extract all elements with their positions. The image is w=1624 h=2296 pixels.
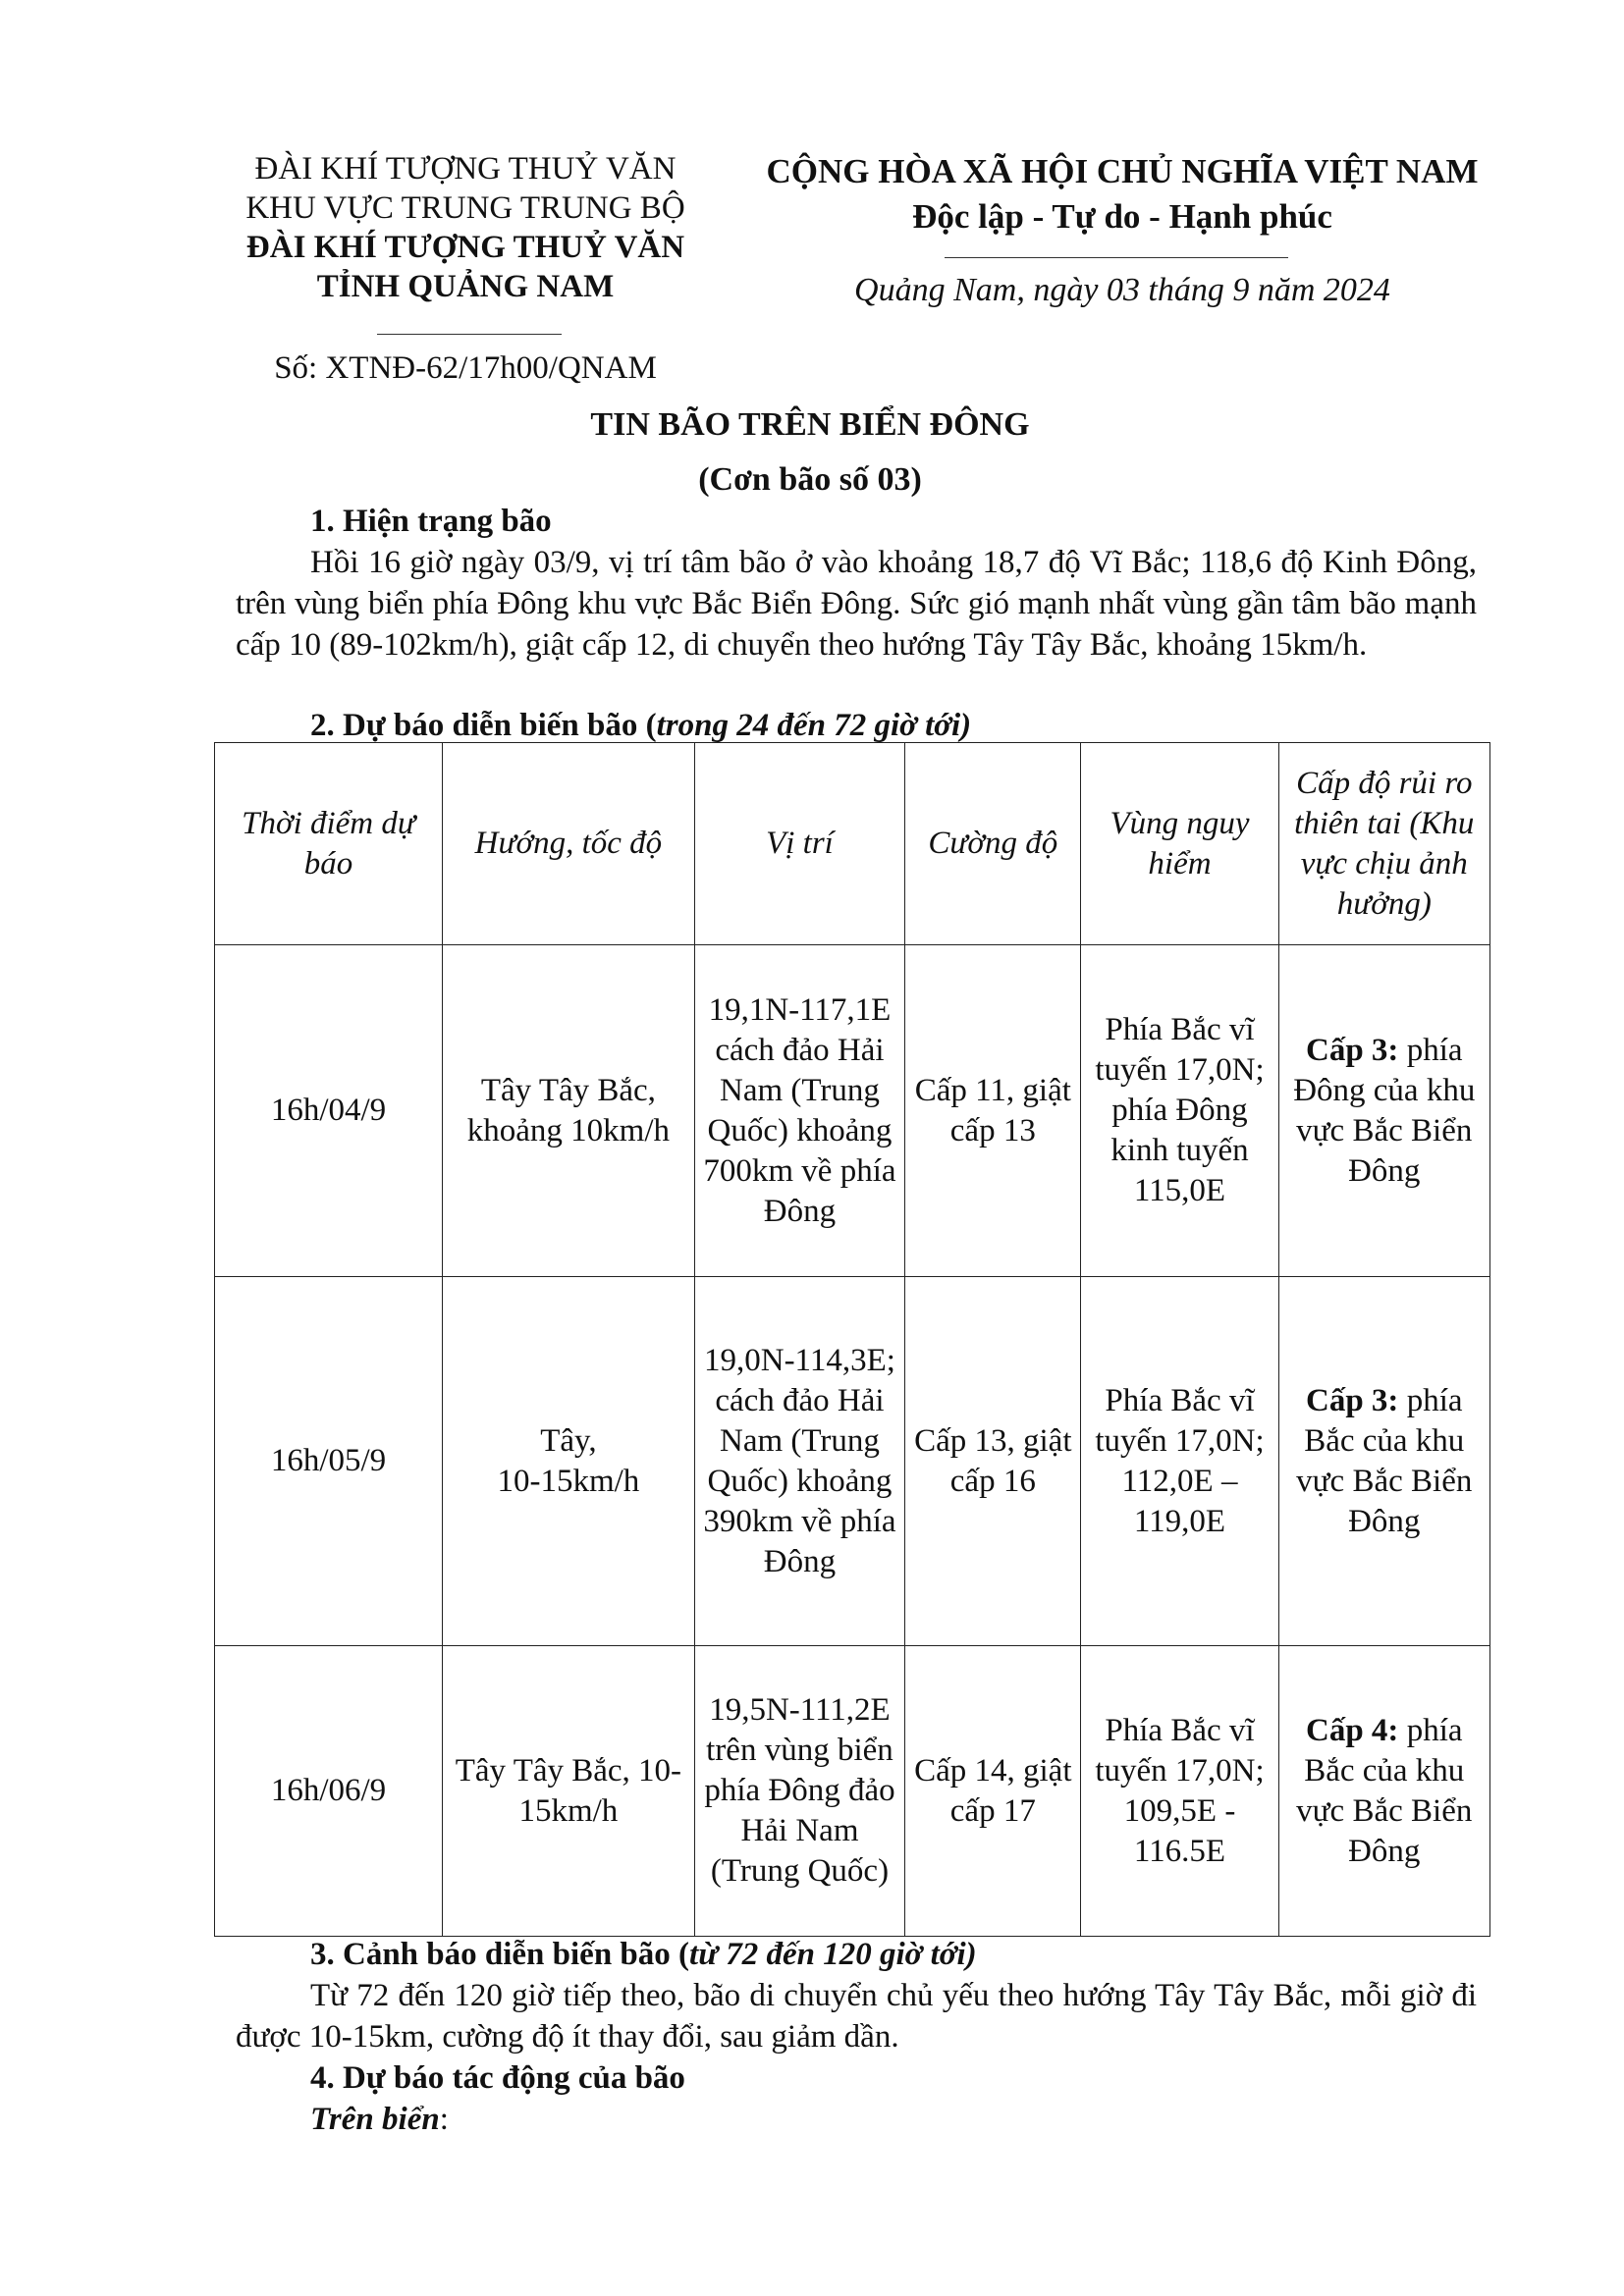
- col-header-position: Vị trí: [694, 743, 904, 945]
- table-row: [215, 945, 1490, 1277]
- risk-area: phía Bắc của khu vực Bắc Biển Đông: [1296, 1382, 1473, 1539]
- risk-level-label: Cấp 4:: [1306, 1712, 1399, 1748]
- cell-direction: Tây Tây Bắc, khoảng 10km/h: [443, 945, 695, 1277]
- subheading-at-sea: Trên biển: [310, 2102, 440, 2137]
- cell-position: 19,0N-114,3E; cách đảo Hải Nam (Trung Quốc) khoảng 390km về phía Đông: [694, 1277, 904, 1646]
- agency-line-3: ĐÀI KHÍ TƯỢNG THUỶ VĂN: [245, 230, 685, 265]
- cell-intensity: Cấp 13, giật cấp 16: [905, 1277, 1081, 1646]
- document-number: Số: XTNĐ-62/17h00/QNAM: [274, 350, 657, 386]
- risk-area: phía Bắc của khu vực Bắc Biển Đông: [1296, 1712, 1473, 1869]
- document-subtitle: (Cơn bão số 03): [698, 461, 922, 498]
- risk-level-label: Cấp 3:: [1306, 1032, 1399, 1068]
- section-current-status: [236, 501, 1477, 666]
- cell-time: 16h/06/9: [215, 1646, 443, 1937]
- table-header-row: [215, 743, 1490, 945]
- col-header-direction: Hướng, tốc độ: [443, 743, 695, 945]
- forecast-table: [214, 742, 1490, 1937]
- section-1-heading: 1. Hiện trạng bão: [310, 504, 552, 539]
- agency-line-1: ĐÀI KHÍ TƯỢNG THUỶ VĂN: [254, 151, 677, 187]
- agency-line-2: KHU VỰC TRUNG TRUNG BỘ: [245, 190, 685, 226]
- national-motto: Độc lập - Tự do - Hạnh phúc: [912, 197, 1332, 236]
- section-3-heading-italic: từ 72 đến 120 giờ tới): [689, 1937, 977, 1972]
- section-3-heading-text: 3. Cảnh báo diễn biến bão (: [310, 1937, 690, 1972]
- section-2-heading-text: 2. Dự báo diễn biến bão (: [310, 708, 657, 743]
- risk-area: phía Đông của khu vực Bắc Biển Đông: [1293, 1032, 1476, 1189]
- cell-time: 16h/05/9: [215, 1277, 443, 1646]
- cell-intensity: Cấp 11, giật cấp 13: [905, 945, 1081, 1277]
- cell-danger-zone: Phía Bắc vĩ tuyến 17,0N; 109,5E - 116.5E: [1081, 1646, 1278, 1937]
- motto-divider: [945, 257, 1288, 258]
- nation-name: CỘNG HÒA XÃ HỘI CHỦ NGHĨA VIỆT NAM: [766, 152, 1479, 190]
- cell-danger-zone: Phía Bắc vĩ tuyến 17,0N; 112,0E – 119,0E: [1081, 1277, 1278, 1646]
- col-header-intensity: Cường độ: [905, 743, 1081, 945]
- col-header-time: Thời điểm dự báo: [215, 743, 443, 945]
- risk-level-label: Cấp 3:: [1306, 1382, 1399, 1418]
- section-4-heading: 4. Dự báo tác động của bão: [310, 2060, 685, 2096]
- section-2-heading-italic: trong 24 đến 72 giờ tới): [656, 708, 972, 743]
- section-impact: [236, 2057, 1477, 2140]
- cell-position: 19,1N-117,1E cách đảo Hải Nam (Trung Quốc) khoảng 700km về phía Đông: [694, 945, 904, 1277]
- issue-date: Quảng Nam, ngày 03 tháng 9 năm 2024: [854, 272, 1390, 308]
- cell-risk-level: [1278, 1277, 1489, 1646]
- direction-line-1: Tây,: [540, 1422, 597, 1459]
- cell-direction: [443, 1277, 695, 1646]
- cell-time: 16h/04/9: [215, 945, 443, 1277]
- agency-line-4: TỈNH QUẢNG NAM: [316, 269, 615, 304]
- table-row: [215, 1277, 1490, 1646]
- section-2-heading: [236, 705, 1477, 746]
- national-header: [734, 149, 1510, 240]
- direction-line-2: 10-15km/h: [497, 1463, 640, 1499]
- section-warning: [236, 1934, 1477, 2057]
- agency-divider: [377, 334, 562, 335]
- cell-risk-level: [1278, 1646, 1489, 1937]
- cell-position: 19,5N-111,2E trên vùng biển phía Đông đảo Hải Nam (Trung Quốc): [694, 1646, 904, 1937]
- section-4-subheading: [236, 2099, 1477, 2140]
- cell-risk-level: [1278, 945, 1489, 1277]
- section-3-heading: [236, 1934, 1477, 1975]
- col-header-danger-zone: Vùng nguy hiểm: [1081, 743, 1278, 945]
- section-3-body: Từ 72 đến 120 giờ tiếp theo, bão di chuyển chủ yếu theo hướng Tây Tây Bắc, mỗi giờ đi được 10-15km, cường độ ít thay đổi, sau giảm dần.: [236, 1978, 1477, 2055]
- section-forecast: [236, 705, 1477, 746]
- subheading-colon: :: [439, 2102, 449, 2137]
- cell-direction: Tây Tây Bắc, 10-15km/h: [443, 1646, 695, 1937]
- table-row: [215, 1646, 1490, 1937]
- section-1-body: Hồi 16 giờ ngày 03/9, vị trí tâm bão ở vào khoảng 18,7 độ Vĩ Bắc; 118,6 độ Kinh Đông, trên vùng biển phía Đông khu vực Bắc Biển Đông. Sức gió mạnh nhất vùng gần tâm bão mạnh cấp 10 (89-102km/h), giật cấp 12, di chuyển theo hướng Tây Tây Bắc, khoảng 15km/h.: [236, 545, 1477, 663]
- issuing-agency: [210, 149, 721, 306]
- cell-danger-zone: Phía Bắc vĩ tuyến 17,0N; phía Đông kinh tuyến 115,0E: [1081, 945, 1278, 1277]
- col-header-risk-level: Cấp độ rủi ro thiên tai (Khu vực chịu ảnh hưởng): [1278, 743, 1489, 945]
- cell-intensity: Cấp 14, giật cấp 17: [905, 1646, 1081, 1937]
- document-title: TIN BÃO TRÊN BIỂN ĐÔNG: [590, 406, 1030, 443]
